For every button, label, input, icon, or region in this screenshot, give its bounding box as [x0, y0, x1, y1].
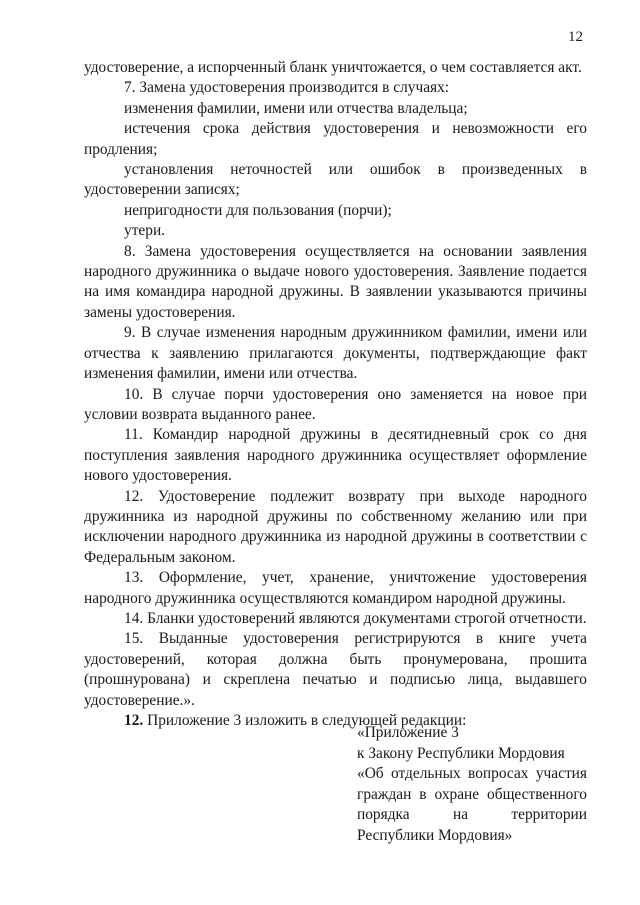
paragraph-item-8: 8. Замена удостоверения осуществляется на основании заявления народного дружинника о выдаче нового удостоверения. Заявление подается на имя командира народной дружины. В заявлении указываются причины замены удостоверения. — [84, 242, 587, 321]
paragraph-item-9: 9. В случае изменения народным дружинником фамилии, имени или отчества к заявлению прилагаются документы, подтверждающие факт изменения фамилии, имени или отчества. — [84, 324, 587, 383]
paragraph-item-10: 10. В случае порчи удостоверения оно заменяется на новое при условии возврата выданного ранее. — [84, 385, 587, 423]
paragraph-item-7: 7. Замена удостоверения производится в случаях: — [124, 79, 450, 97]
paragraph-item-12: 12. Удостоверение подлежит возврату при выходе народного дружинника из народной дружины по собственному желанию или при исключении народного дружинника из народной дружины в соответствии с Федеральным законом. — [84, 487, 587, 566]
list-item-expiry: истечения срока действия удостоверения и невозможности его продления; — [84, 120, 587, 158]
appendix-law-name-1: «Об отдельных вопросах участия — [357, 765, 587, 783]
list-item-errors: установления неточностей или ошибок в произведенных в удостоверении записях; — [84, 161, 587, 199]
appendix-law-name-2: граждан в охране общественного — [357, 785, 587, 803]
page-number: 12 — [568, 29, 583, 45]
paragraph-item-15: 15. Выданные удостоверения регистрируются в книге учета удостоверений, которая должна быть пронумерована, прошита (прошнурована) и скреплена печатью и подписью лица, выдавшего удостоверение.». — [84, 630, 587, 709]
paragraph-item-14: 14. Бланки удостоверений являются документами строгой отчетности. — [124, 609, 587, 627]
amendment-number: 12. — [124, 712, 144, 729]
appendix-law-ref: к Закону Республики Мордовия — [357, 744, 565, 762]
appendix-header — [357, 723, 587, 847]
paragraph-continuation: удостоверение, а испорченный бланк уничтожается, о чем составляется акт. — [84, 59, 582, 76]
paragraph-item-13: 13. Оформление, учет, хранение, уничтожение удостоверения народного дружинника осуществляются командиром народной дружины. — [84, 569, 587, 607]
appendix-law-name-3: порядка на территории — [357, 806, 587, 824]
document-body — [84, 58, 587, 731]
appendix-law-name-4: Республики Мордовия» — [357, 826, 513, 844]
list-item-name-change: изменения фамилии, имени или отчества владельца; — [124, 99, 468, 117]
list-item-loss: утери. — [124, 222, 166, 240]
paragraph-item-11: 11. Командир народной дружины в десятидневный срок со дня поступления заявления народного дружинника осуществляет оформление нового удостоверения. — [84, 426, 587, 485]
list-item-damage: непригодности для пользования (порчи); — [124, 201, 392, 219]
amendment-text: Приложение 3 изложить в следующей редакции: — [143, 712, 467, 729]
appendix-title: «Приложение 3 — [357, 724, 459, 741]
